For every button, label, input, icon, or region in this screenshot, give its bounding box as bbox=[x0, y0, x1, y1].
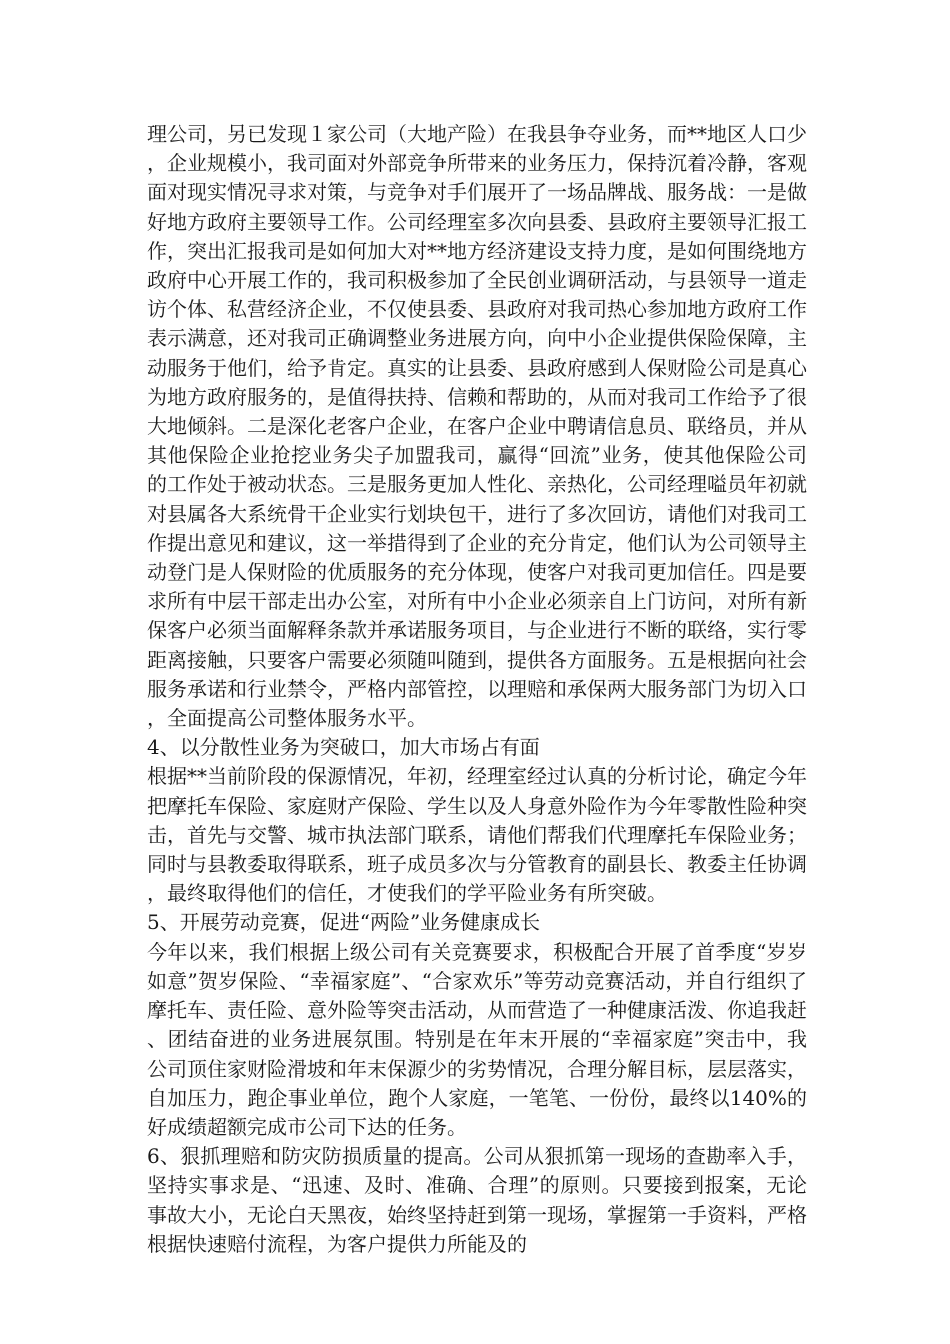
document-body bbox=[147, 120, 807, 1259]
paragraph-section-6: 6、狠抓理赔和防灾防损质量的提高。公司从狠抓第一现场的查勘率入手，坚持实事求是、“迅速、及时、准确、合理”的原则。只要接到报案，无论事故大小，无论白天黑夜，始终坚持赶到第一现场，掌握第一手资料，严格根据快速赔付流程，为客户提供力所能及的 bbox=[147, 1144, 807, 1256]
paragraph-section-4: 根据**当前阶段的保源情况，年初，经理室经过认真的分析讨论，确定今年把摩托车保险、家庭财产保险、学生以及人身意外险作为今年零散性险种突击，首先与交警、城市执法部门联系，请他们帮我们代理摩托车保险业务；同时与县教委取得联系，班子成员多次与分管教育的副县长、教委主任协调，最终取得他们的信任，才使我们的学平险业务有所突破。 bbox=[147, 764, 807, 906]
paragraph-competition-strategy: 理公司，另已发现１家公司（大地产险）在我县争夺业务，而**地区人口少，企业规模小，我司面对外部竞争所带来的业务压力，保持沉着冷静，客观面对现实情况寻求对策，与竞争对手们展开了一场品牌战、服务战：一是做好地方政府主要领导工作。公司经理室多次向县委、县政府主要领导汇报工作，突出汇报我司是如何加大对**地方经济建设支持力度，是如何围绕地方政府中心开展工作的，我司积极参加了全民创业调研活动，与县领导一道走访个体、私营经济企业，不仅使县委、县政府对我司热心参加地方政府工作表示满意，还对我司正确调整业务进展方向，向中小企业提供保险保障，主动服务于他们，给予肯定。真实的让县委、县政府感到人保财险公司是真心为地方政府服务的，是值得扶持、信赖和帮助的，从而对我司工作给予了很大地倾斜。二是深化老客户企业，在客户企业中聘请信息员、联络员，并从其他保险企业抢挖业务尖子加盟我司，赢得“回流”业务，使其他保险公司的工作处于被动状态。三是服务更加人性化、亲热化，公司经理嗌员年初就对县属各大系统骨干企业实行划块包干，进行了多次回访，请他们对我司工作提出意见和建议，这一举措得到了企业的充分肯定，他们认为公司领导主动登门是人保财险的优质服务的充分体现，使客户对我司更加信任。四是要求所有中层干部走出办公室，对所有中小企业必须亲自上门访问，对所有新保客户必须当面解释条款并承诺服务项目，与企业进行不断的联络，实行零距离接触，只要客户需要必须随叫随到，提供各方面服务。五是根据向社会服务承诺和行业禁令，严格内部管控，以理赔和承保两大服务部门为切入口，全面提高公司整体服务水平。 bbox=[147, 122, 807, 731]
paragraph-section-5: 今年以来，我们根据上级公司有关竞赛要求，积极配合开展了首季度“岁岁如意”贺岁保险、“幸福家庭”、“合家欢乐”等劳动竞赛活动，并自行组织了摩托车、责任险、意外险等突击活动，从而营造了一种健康活泼、你追我赶、团结奋进的业务进展氛围。特别是在年末开展的“幸福家庭”突击中，我公司顶住家财险滑坡和年末保源少的劣势情况，合理分解目标，层层落实，自加压力，跑企事业单位，跑个人家庭，一笔笔、一份份，最终以140%的好成绩超额完成市公司下达的任务。 bbox=[147, 939, 807, 1139]
heading-section-5: 5、开展劳动竞赛，促进“两险”业务健康成长 bbox=[147, 910, 541, 935]
heading-section-4: 4、以分散性业务为突破口，加大市场占有面 bbox=[147, 735, 540, 760]
